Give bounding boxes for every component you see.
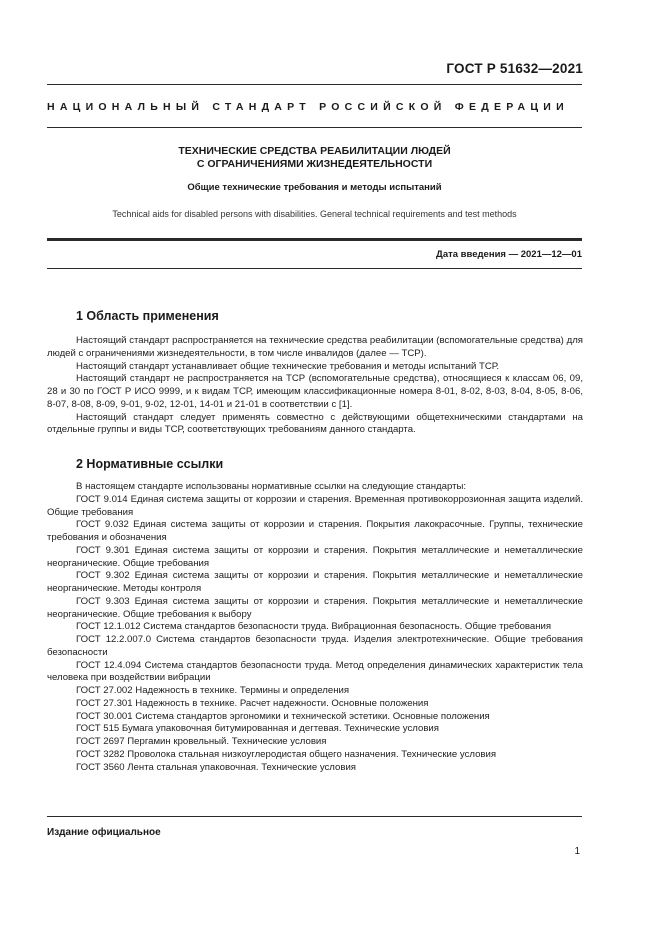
date-divider <box>47 268 582 269</box>
standard-number: ГОСТ Р 51632—2021 <box>446 61 583 76</box>
reference-item: ГОСТ 12.2.007.0 Система стандартов безопасности труда. Изделия электротехнические. Общие требования безопасности <box>47 634 583 658</box>
reference-item: ГОСТ 9.301 Единая система защиты от коррозии и старения. Покрытия металлические и неметаллические неорганические. Общие требования <box>47 544 583 569</box>
reference-item: ГОСТ 2697 Пергамин кровельный. Технические условия <box>76 736 327 747</box>
reference-item: ГОСТ 12.1.012 Система стандартов безопасности труда. Вибрационная безопасность. Общие требования <box>76 621 552 633</box>
header-divider <box>47 84 582 85</box>
document-title-line-2: С ОГРАНИЧЕНИЯМИ ЖИЗНЕДЕЯТЕЛЬНОСТИ <box>196 158 433 170</box>
section-1-heading: 1 Область применения <box>76 309 219 323</box>
reference-item: ГОСТ 3560 Лента стальная упаковочная. Технические условия <box>76 761 356 773</box>
section-1-paragraph: Настоящий стандарт распространяется на технические средства реабилитации (вспомогательные средства) для людей с ограничениями жизнедеятельности, в том числе инвалидов (далее — ТСР). <box>47 335 583 359</box>
english-title: Technical aids for disabled persons with disabilities. General technical requirements and test methods <box>112 209 517 219</box>
title-divider <box>47 238 582 241</box>
section-1-body <box>47 335 583 437</box>
reference-item: ГОСТ 30.001 Система стандартов эргономики и технической эстетики. Основные положения <box>76 710 490 722</box>
reference-item: ГОСТ 9.032 Единая система защиты от коррозии и старения. Покрытия лакокрасочные. Группы, технические требования и обозначения <box>47 519 583 543</box>
document-subtitle: Общие технические требования и методы испытаний <box>187 182 442 193</box>
section-2-heading: 2 Нормативные ссылки <box>76 457 224 471</box>
document-title-line-1: ТЕХНИЧЕСКИЕ СРЕДСТВА РЕАБИЛИТАЦИИ ЛЮДЕЙ <box>178 145 451 157</box>
national-standard-line: НАЦИОНАЛЬНЫЙ СТАНДАРТ РОССИЙСКОЙ ФЕДЕРАЦИИ <box>47 101 569 113</box>
reference-item: ГОСТ 3282 Проволока стальная низкоуглеродистая общего назначения. Технические условия <box>76 748 497 760</box>
reference-item: ГОСТ 27.002 Надежность в технике. Термины и определения <box>76 685 350 696</box>
reference-item: ГОСТ 9.014 Единая система защиты от коррозии и старения. Временная противокоррозионная защита изделий. Общие требования <box>47 493 583 518</box>
footer-divider <box>47 816 582 817</box>
introduction-date: Дата введения — 2021—12—01 <box>436 249 582 260</box>
reference-item: ГОСТ 27.301 Надежность в технике. Расчет надежности. Основные положения <box>76 697 429 709</box>
page-number: 1 <box>574 846 580 857</box>
reference-item: ГОСТ 9.302 Единая система защиты от коррозии и старения. Покрытия металлические и неметаллические неорганические. Методы контроля <box>47 570 583 594</box>
section-1-paragraph: Настоящий стандарт не распространяется на ТСР (вспомогательные средства), относящиеся к классам 06, 09, 28 и 30 по ГОСТ Р ИСО 9999, и к видам ТСР, имеющим классификационные номера 8-01, 8-02, 8-03, 8-04, 8-05, 8-06, 8-07, 8-08, 8-09, 9-01, 9-02, 12-01, 14-01 и 21-01 в соответствии с [1]. <box>47 373 583 410</box>
reference-item: ГОСТ 515 Бумага упаковочная битумированная и дегтевая. Технические условия <box>76 723 439 735</box>
edition-label: Издание официальное <box>47 827 161 838</box>
national-divider <box>47 127 582 128</box>
section-2-body <box>47 481 583 774</box>
section-1-paragraph: Настоящий стандарт устанавливает общие технические требования и методы испытаний ТСР. <box>76 360 500 372</box>
reference-item: ГОСТ 12.4.094 Система стандартов безопасности труда. Метод определения динамических характеристик тела человека при воздействии вибрации <box>47 659 583 684</box>
section-2-intro: В настоящем стандарте использованы нормативные ссылки на следующие стандарты: <box>76 481 467 492</box>
reference-item: ГОСТ 9.303 Единая система защиты от коррозии и старения. Покрытия металлические и неметаллические неорганические. Общие требования к выбору <box>47 595 583 620</box>
section-1-paragraph: Настоящий стандарт следует применять совместно с действующими общетехническими стандартами на отдельные группы и виды ТСР, соответствующих требованиям данного стандарта. <box>47 411 583 436</box>
